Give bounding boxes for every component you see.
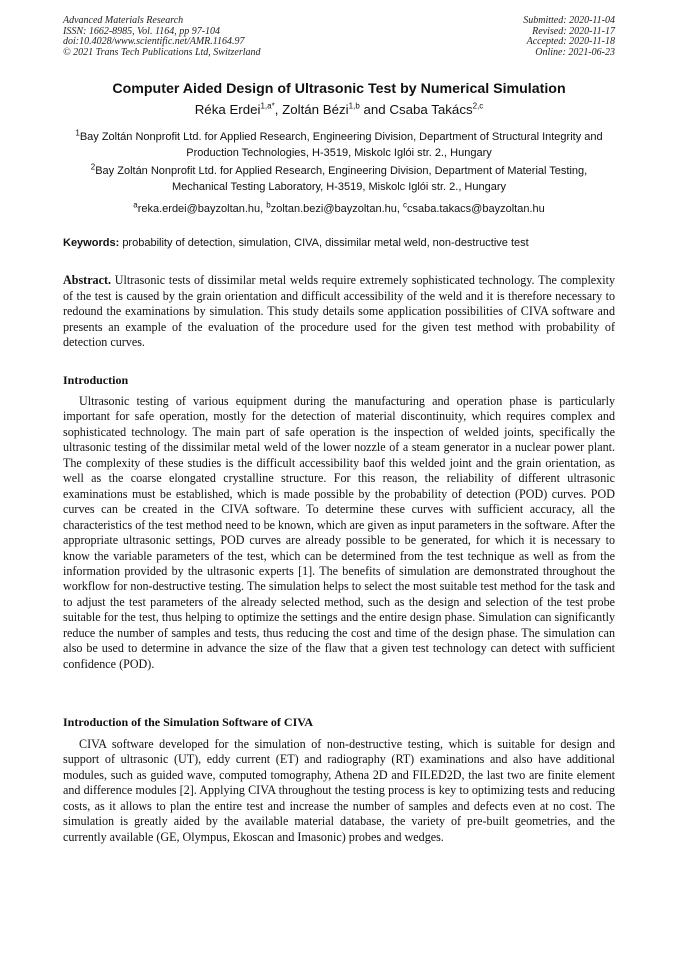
- keywords-text: probability of detection, simulation, CIVA, dissimilar metal weld, non-destructive test: [122, 237, 529, 249]
- doi-line[interactable]: doi:10.4028/www.scientific.net/AMR.1164.97: [63, 36, 245, 48]
- author-emails: [0, 202, 678, 217]
- affiliation-text: Bay Zoltán Nonprofit Ltd. for Applied Research, Engineering Division, Department of Material Testing, Mechanical Testing Laboratory, H-3519, Miskolc Iglói str. 2., Hungary: [95, 165, 588, 193]
- online-date: Online: 2021-06-23: [535, 46, 615, 58]
- affiliation-1: [63, 130, 615, 161]
- section-body-introduction: Ultrasonic testing of various equipment during the manufacturing and operation phase is particularly important for safe operation, mostly for the detection of material discontinuity, which requires complex and sophisticated technology. The main part of safe operation is the inspection of welded joints, specifically the ultrasonic testing of the dissimilar metal weld of the lower nozzle of a steam generator in a nuclear power plant. The complexity of these studies is the difficult accessibility baof this welded joint and the grain orientation, as well as the coarse elongated crystalline structure. For this reason, the reliability of different ultrasonic examinations must be established, which is made possible by the probability of detection (POD) curves. POD curves can be created in the CIVA software. To determine these curves with sufficient accuracy, all the characteristics of the test method need to be known, which are given as input parameters in the software. After the appropriate ultrasonic settings, POD curves are already possible to be generated, for which it is necessary to know the variable parameters of the test, which can be determined from the test technique as well as from the information provided by the ultrasonic experts [1]. The benefits of simulation are demonstrated throughout the workflow for non-destructive testing. The simulation helps to select the most suitable test method for the task and to adjust the test parameters of the already selected method, such as the design and selection of the test probe suitable for the test, thus helping to optimize the settings and the entire design phase. Simulation can significantly reduce the number of samples and tests, thus reducing the cost and time of the design phase. The simulation can also be used to determine in advance the size of the flaw that a given test technology can detect with sufficient confidence (POD).: [63, 394, 615, 671]
- section-heading-civa: Introduction of the Simulation Software of CIVA: [63, 715, 314, 729]
- abstract: [63, 273, 615, 351]
- paper-title: Computer Aided Design of Ultrasonic Test by Numerical Simulation: [112, 81, 566, 97]
- author-separator: and: [359, 102, 390, 117]
- email-link[interactable]: zoltan.bezi@bayzoltan.hu,: [270, 203, 403, 215]
- accepted-date: Accepted: 2020-11-18: [526, 36, 615, 48]
- copyright-line: © 2021 Trans Tech Publications Ltd, Switzerland: [63, 46, 261, 58]
- author-list: [0, 101, 678, 119]
- section-heading-introduction: Introduction: [63, 373, 129, 387]
- issn-line: ISSN: 1662-8985, Vol. 1164, pp 97-104: [63, 25, 221, 37]
- journal-header-right: [523, 16, 615, 58]
- author-affiliation-mark: 2,c: [472, 101, 484, 111]
- author-name: Réka Erdei: [194, 102, 261, 117]
- author-separator: ,: [274, 102, 283, 117]
- affiliation-mark: 2: [90, 162, 96, 172]
- email-link[interactable]: csaba.takacs@bayzoltan.hu: [406, 203, 545, 215]
- journal-name: Advanced Materials Research: [63, 15, 184, 26]
- author-name: Csaba Takács: [389, 102, 473, 117]
- affiliation-2: [63, 164, 615, 195]
- revised-date: Revised: 2020-11-17: [532, 25, 615, 37]
- abstract-label: Abstract.: [63, 273, 112, 287]
- abstract-text: Ultrasonic tests of dissimilar metal welds require extremely sophisticated technology. The complexity of the test is caused by the grain orientation and difficult accessibility of the weld and it is therefore necessary to redound the examinations by simulation. This study details some application possibilities of CIVA software and presents an example of the evaluation of the procedure used for the given test method with probability of detection curves.: [63, 273, 615, 350]
- author-affiliation-mark: 1,b: [348, 101, 360, 111]
- affiliation-text: Bay Zoltán Nonprofit Ltd. for Applied Research, Engineering Division, Department of Structural Integrity and Production Technologies, H-3519, Miskolc Iglói str. 2., Hungary: [79, 131, 603, 159]
- email-link[interactable]: reka.erdei@bayzoltan.hu,: [137, 203, 267, 215]
- email-mark: c: [402, 200, 407, 210]
- keywords: [63, 236, 615, 251]
- section-body-civa: CIVA software developed for the simulation of non-destructive testing, which is suitable for design and support of ultrasonic (UT), eddy current (ET) and radiography (RT) examinations and also have additional modules, such as guided wave, computed tomography, Athena 2D and FILED2D, the last two are finite element and difference modules [2]. Applying CIVA throughout the testing process is key to optimizing tests and reducing costs, as it allows to plan the entire test and increase the number of samples and defects even at no cost. The simulation is greatly aided by the available material database, the variety of pre-built geometries, and the currently available (GE, Olympus, Ekoscan and Imasonic) probes and wedges.: [63, 737, 615, 844]
- keywords-label: Keywords:: [63, 237, 120, 249]
- affiliation-mark: 1: [75, 128, 80, 138]
- email-mark: b: [266, 200, 271, 210]
- submitted-date: Submitted: 2020-11-04: [523, 15, 615, 26]
- email-mark: a: [133, 200, 138, 210]
- journal-header-left: [63, 16, 261, 58]
- author-name: Zoltán Bézi: [282, 102, 349, 117]
- author-affiliation-mark: 1,a*: [260, 101, 275, 111]
